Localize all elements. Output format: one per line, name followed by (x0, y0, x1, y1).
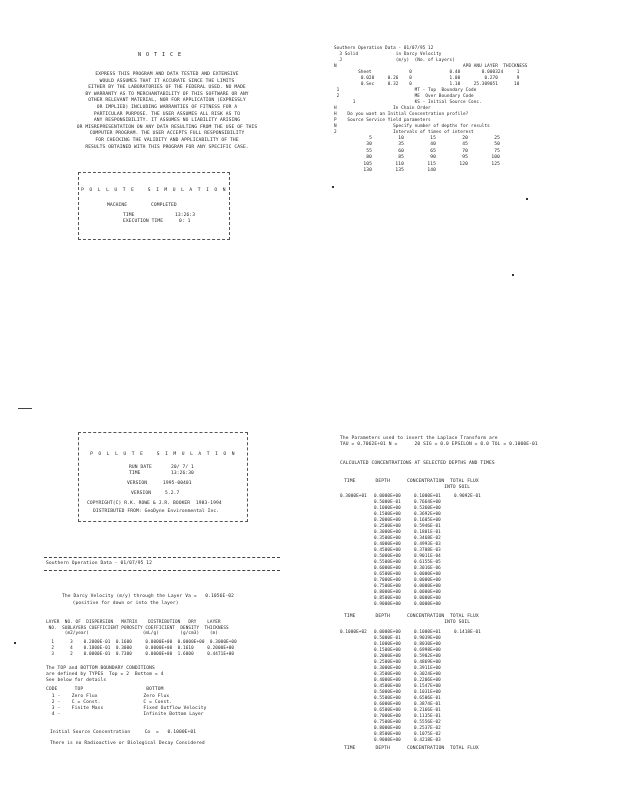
concentration-value: 0.4993E-03 (414, 542, 441, 547)
depth-value: 0.2500E+00 (374, 524, 401, 529)
concentration-value: 0.7664E+00 (414, 500, 441, 505)
depth-value: 0.8500E+00 (374, 732, 401, 737)
box-title: P O L L U T E S I M U L A T I O N (81, 188, 227, 193)
concentration-value: 0.0000E+00 (414, 590, 441, 595)
run-date: 20/ 7/ 1 (171, 465, 194, 470)
parameter-line: The Parameters used to invert the Laplace Transform are (340, 436, 498, 441)
time-value: 55 (366, 148, 372, 154)
notice-line: BY WARRANTY AS TO MERCHANTABILITY OF THIS SOFTWARE OR ANY (85, 91, 249, 97)
concentration-value: 0.6998E+00 (414, 648, 441, 653)
no-decay-note: There is no Radioactive or Biological Decay Considered (50, 741, 205, 746)
time-value: 60 (398, 148, 404, 154)
parameter-line: Southern Operation Data - 01/07/95 12 (334, 46, 434, 51)
time-value: 20 (462, 136, 468, 141)
initial-source: Initial Source Concentration Co = 0.1000E+01 (50, 730, 197, 735)
concentration-value: 0.6506E-01 (414, 696, 441, 701)
concentration-value: 0.4869E+00 (414, 660, 441, 665)
time-value: 135 (395, 168, 404, 173)
time-value: 140 (427, 168, 436, 173)
depth-value: 0.3000E+00 (374, 530, 401, 535)
exec-value: 0: 1 (179, 219, 191, 224)
parameter-line: H Do you want an Initial Concentration profile? (334, 112, 469, 117)
time-value: 0.1000E+02 (340, 630, 367, 635)
parameter-line: 0.028 0.26 0 1.00 0.270 9 (334, 76, 520, 81)
concentration-value: 0.0000E+00 (414, 584, 441, 589)
depth-value: 0.9000E+00 (374, 738, 401, 743)
notice-line: FOR CHECKING THE VALIDITY AND APPLICABILITY OF THE (95, 138, 239, 143)
concentration-value: 0.0000E+00 (414, 578, 441, 583)
depth-value: 0.4500E+00 (374, 684, 401, 689)
time-value: 65 (430, 148, 436, 154)
notice-line: EXPRESS THIS PROGRAM AND DATA TESTED AND EXTENSIVE (95, 72, 239, 77)
depth-value: 0.6500E+00 (374, 572, 401, 577)
section-rule (44, 557, 280, 558)
time-value: 130 (363, 168, 372, 173)
concentration-value: 0.3468E-02 (414, 536, 441, 541)
notice-line: OR IMPLIED) INCLUDING WARRANTIES OF FITNESS FOR A (96, 105, 238, 110)
parameter-line: 1 KS - Initial Source Conc. (334, 100, 482, 105)
concentration-value: 0.2166E-01 (414, 708, 441, 713)
parameter-line: 0.Sec 0.32 0 1.10 25.309051 10 (334, 82, 520, 87)
concentration-value: 0.5946E-01 (414, 524, 441, 529)
concentration-value: 0.8030E+00 (414, 642, 441, 647)
results-header-sub: INTO SOIL (344, 620, 471, 625)
code-row: 4 - Infinite Bottom Layer (46, 712, 204, 717)
notice-line: PARTICULAR PURPOSE. THE USER ASSUMES ALL RISK AS TO (93, 111, 241, 117)
parameter-line: 2 ME Over Boundary Code (334, 94, 474, 99)
notice-line: WOULD ASSUMES THAT IT ACCURATE SINCE THE LIMITS (99, 78, 235, 84)
time-value: 80 (366, 155, 372, 161)
depth-value: 0.2500E+00 (374, 660, 401, 665)
depth-value: 0.8500E+00 (374, 596, 401, 601)
depth-value: 0.8000E+00 (374, 590, 401, 595)
concentration-value: 0.6155E-05 (414, 560, 441, 565)
notice-line: OTHER RELEVANT MATERIAL, NOR FOR APPLICATION (EXPRESSLY (88, 98, 246, 104)
box-title: P O L L U T E S I M U L A T I O N (90, 452, 236, 457)
status-label: MACHINE (107, 203, 128, 208)
depth-value: 0.8000E+00 (374, 726, 401, 731)
depth-value: 0.2000E+00 (374, 654, 401, 659)
depth-value: 0.0000E+00 (374, 630, 401, 635)
notice-line: OR MISREPRESENTATION ON ANY DATA RESULTING FROM THE USE OF THIS (76, 124, 258, 130)
time-value: 100 (491, 155, 500, 161)
depth-value: 0.5000E-01 (374, 636, 401, 641)
notice-line: ANY RESPONSIBILITY. IT ASSUMES NO LIABILITY ARISING (93, 118, 241, 124)
depth-value: 0.0000E+00 (374, 494, 401, 499)
depth-value: 0.5000E-01 (374, 500, 401, 505)
concentration-value: 0.3692E+00 (414, 512, 441, 517)
run-date-label: RUN DATE (129, 465, 152, 470)
depth-value: 0.5500E+00 (374, 560, 401, 565)
exec-label: EXECUTION TIME (123, 219, 164, 224)
notice-line: COMPUTER PROGRAM. THE USER ACCEPTS FULL RESPONSIBILITY (89, 131, 245, 137)
time-value: 30 (366, 142, 372, 148)
results-header: TIME DEPTH CONCENTRATION TOTAL FLUX (344, 746, 479, 751)
depth-value: 0.5000E+00 (374, 690, 401, 695)
parameter-line: 1 MT - Top Boundary Code (334, 88, 477, 93)
copyright-line: COPYRIGHT(C) R.K. ROWE & J.R. BOOKER 1983-1994 (87, 501, 222, 506)
sub-version-label: VERSION (131, 491, 152, 496)
concentration-value: 0.1000E+01 (414, 630, 441, 635)
time-label: TIME (123, 213, 135, 218)
depth-value: 0.7500E+00 (374, 584, 401, 589)
code-row: 2 - C = Const. C = Const. (46, 700, 173, 705)
notice-line: RESULTS OBTAINED WITH THIS PROGRAM FOR ANY SPECIFIC CASE. (85, 144, 249, 150)
time-value: 10 (398, 136, 404, 141)
time-value: 85 (398, 155, 404, 161)
time-value: 95 (462, 155, 468, 161)
darcy-velocity: The Darcy Velocity (m/y) through the Layer Va = 0.1056E-02 (62, 594, 234, 599)
table-row: 3 2 0.0000E-01 0.7300 0.0000E+00 1.6000 0.4471E+00 (46, 652, 235, 657)
flux-value: 0.1418E-01 (454, 630, 481, 635)
table-row: 2 4 0.1800E-01 0.3000 0.0000E+00 0.1610 0.2000E+00 (46, 646, 235, 651)
time-value: 70 (462, 148, 468, 154)
time-value: 75 (494, 148, 500, 154)
concentration-value: 0.5556E-02 (414, 720, 441, 725)
time-value: 40 (430, 142, 436, 148)
code-row: 1 - Zero Flux Zero Flux (46, 694, 170, 699)
parameter-line: 2 Intervals of times of interest (334, 130, 474, 135)
concentration-value: 0.1605E+00 (414, 518, 441, 523)
boundary-line: are defined by TYPES Top = 2 Bottom = 4 (46, 672, 164, 677)
depth-value: 0.6500E+00 (374, 708, 401, 713)
depth-value: 0.1500E+00 (374, 512, 401, 517)
time-value: 13:26:30 (171, 471, 194, 476)
time-value: 35 (398, 142, 404, 148)
results-header: TIME DEPTH CONCENTRATION TOTAL FLUX (344, 479, 479, 484)
concentration-value: 0.1031E+00 (414, 690, 441, 695)
parameter-line: Sheet 0 0.40 0.000324 1 (334, 70, 520, 75)
concentration-value: 0.1000E+01 (414, 494, 441, 499)
time-value: 15 (430, 136, 436, 141)
results-header: TIME DEPTH CONCENTRATION TOTAL FLUX (344, 614, 479, 619)
version-value: 1995-00401 (163, 481, 192, 486)
time-value: 105 (363, 161, 372, 167)
speck (526, 198, 528, 200)
speck (512, 274, 514, 276)
time-value: 125 (491, 161, 500, 167)
speck (14, 642, 16, 644)
parameter-line: N APB ANU LAYER THICKNESS (334, 64, 528, 69)
depth-value: 0.5500E+00 (374, 696, 401, 701)
time-value: 110 (395, 161, 404, 167)
depth-value: 0.1000E+00 (374, 642, 401, 647)
margin-rule (18, 408, 32, 409)
simulation-box-bottom (78, 432, 248, 522)
parameter-line: TAU = 0.7062E+01 N = 20 SIG = 0.0 EPSILON = 0.0 TOL = 0.1000E-01 (340, 442, 538, 447)
boundary-line: The TOP and BOTTOM BOUNDARY CONDITIONS (46, 666, 155, 671)
depth-value: 0.4500E+00 (374, 548, 401, 553)
concentration-value: 0.1075E-02 (414, 732, 441, 737)
depth-value: 0.1000E+00 (374, 506, 401, 511)
notice-line: EITHER BY THE LABORATORIES OF THE FEDERAL USED. NO MADE (88, 85, 246, 91)
time-value: 50 (494, 142, 500, 148)
concentration-value: 0.5360E+00 (414, 506, 441, 511)
status-value: COMPLETED (151, 203, 177, 208)
parameter-line: N Specify number of depths for results (334, 124, 490, 129)
version-label: VERSION (127, 481, 148, 486)
table-row: 1 3 0.2000E-01 0.1600 0.0000E+00 0.0000E+00 0.3000E+00 (46, 640, 237, 645)
concentration-value: 0.0000E+00 (414, 596, 441, 601)
parameter-line: H In Chain Order (334, 106, 431, 111)
boundary-line: See below for details (46, 678, 107, 683)
depth-value: 0.4000E+00 (374, 678, 401, 683)
depth-value: 0.4000E+00 (374, 542, 401, 547)
bottom-left-header: Southern Operation Data - 01/07/95 12 (46, 561, 153, 566)
concentration-value: 0.2537E-02 (414, 726, 441, 731)
depth-value: 0.6000E+00 (374, 702, 401, 707)
simulation-box-top (78, 172, 230, 240)
concentration-value: 0.0000E+00 (414, 572, 441, 577)
depth-value: 0.3500E+00 (374, 536, 401, 541)
concentration-value: 0.1135E-01 (414, 714, 441, 719)
concentration-value: 0.3016E-06 (414, 566, 441, 571)
time-value: 90 (430, 155, 436, 161)
time-value: 25 (494, 136, 500, 141)
table-header-line: NO. SUBLAYERS COEFFICIENT POROSITY COEFFICIENT DENSITY THICKNESS (46, 625, 229, 631)
distributor-line: DISTRIBUTED FROM: GeoDyne Environmental Inc. (93, 509, 220, 514)
concentration-value: 0.1547E+00 (414, 684, 441, 689)
results-title: CALCULATED CONCENTRATIONS AT SELECTED DEPTHS AND TIMES (340, 461, 495, 466)
concentration-value: 0.2206E+00 (414, 678, 441, 683)
parameter-line: J (m/y) (No. of Layers) (334, 58, 455, 63)
code-row: 3 - Finite Mass Fixed Outflow Velocity (46, 706, 207, 711)
depth-value: 0.3000E+00 (374, 666, 401, 671)
speck (332, 186, 334, 188)
concentration-value: 0.3024E+00 (414, 672, 441, 677)
depth-value: 0.9000E+00 (374, 602, 401, 607)
parameter-line: 3 Solid in Darcy Velocity (334, 52, 442, 57)
depth-value: 0.1500E+00 (374, 648, 401, 653)
depth-value: 0.3500E+00 (374, 672, 401, 677)
concentration-value: 0.0000E+00 (414, 602, 441, 607)
concentration-value: 0.5902E+00 (414, 654, 441, 659)
parameter-line: P Source Service Yield parameters (334, 118, 431, 123)
depth-value: 0.6000E+00 (374, 566, 401, 571)
results-header-sub: INTO SOIL (344, 485, 471, 490)
darcy-note: (positive for down or into the layer) (64, 601, 179, 606)
table-header-line: (m2/year) (mL/g) (g/cm3) (m) (46, 631, 218, 637)
flux-value: 0.9092E-01 (454, 494, 481, 499)
time-value: 115 (427, 161, 436, 167)
notice-title: N O T I C E (137, 52, 183, 58)
concentration-value: 0.9039E+00 (414, 636, 441, 641)
time-value: 45 (462, 142, 468, 148)
concentration-value: 0.3708E-03 (414, 548, 441, 553)
section-rule (44, 570, 280, 571)
sub-version-value: 5.2.7 (165, 491, 180, 496)
depth-value: 0.7000E+00 (374, 578, 401, 583)
concentration-value: 0.3874E-01 (414, 702, 441, 707)
time-value: 13:26:3 (175, 213, 196, 218)
time-value: 5 (369, 136, 372, 141)
depth-value: 0.5000E+00 (374, 554, 401, 559)
time-value: 120 (459, 161, 468, 167)
concentration-value: 0.9011E-04 (414, 554, 441, 559)
time-value: 0.3000E+01 (340, 494, 367, 499)
time-label: TIME (129, 471, 141, 476)
concentration-value: 0.1801E-01 (414, 530, 441, 535)
code-table-header: CODE TOP BOTTOM (46, 687, 164, 692)
concentration-value: 0.4218E-03 (414, 738, 441, 743)
concentration-value: 0.3911E+00 (414, 666, 441, 671)
depth-value: 0.7500E+00 (374, 720, 401, 725)
table-header-line: LAYER NO. OF DISPERSION MATRIX DISTRIBUTION DRY LAYER (46, 620, 221, 625)
depth-value: 0.2000E+00 (374, 518, 401, 523)
depth-value: 0.7000E+00 (374, 714, 401, 719)
